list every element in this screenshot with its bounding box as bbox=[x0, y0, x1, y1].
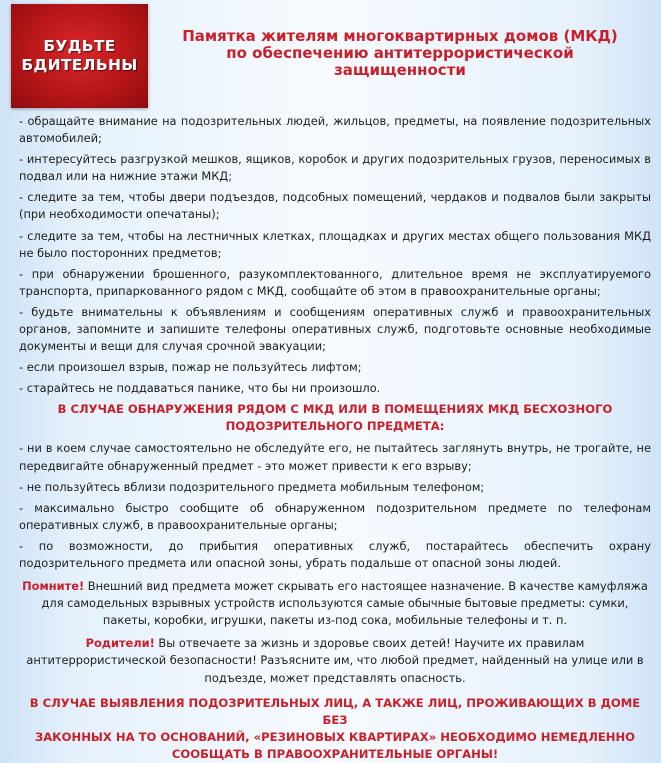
logo-line-2: БДИТЕЛЬНЫ bbox=[21, 56, 138, 74]
section-tip-item: - ни в коем случае самостоятельно не обследуйте его, не пытайтесь заглянуть внутрь, не трогайте, не передвигайте обнаруженный предмет - это может привести к его взрыву; bbox=[19, 441, 651, 473]
tip-item: - будьте внимательны к объявлениям и сообщениям оперативных служб и правоохранительных органов, запомните и запишите телефоны оперативных служб, подготовьте основные необходимые документы и вещи для случая срочной эвакуации; bbox=[19, 304, 651, 354]
tip-item: - интересуйтесь разгрузкой мешков, ящиков, коробок и других подозрительных грузов, переносимых в подвал или на нижние этажи МКД; bbox=[19, 152, 651, 184]
title-line-1: Памятка жителям многоквартирных домов (МКД) bbox=[182, 27, 618, 45]
section-heading-line-1: В СЛУЧАЕ ОБНАРУЖЕНИЯ РЯДОМ С МКД ИЛИ В ПОМЕЩЕНИЯХ МКД БЕСХОЗНОГО bbox=[57, 402, 613, 417]
section-tip-item: - по возможности, до прибытия оперативных служб, постарайтесь обеспечить охрану подозрительного предмета или опасной зоны, убрать подальше от опасной зоны людей. bbox=[19, 538, 651, 570]
tip-item: - старайтесь не поддаваться панике, что бы ни произошло. bbox=[19, 381, 381, 396]
be-vigilant-logo bbox=[11, 4, 148, 108]
title-line-3: защищенности bbox=[334, 61, 466, 79]
remember-note bbox=[19, 578, 651, 629]
tip-item: - следите за тем, чтобы на лестничных клетках, площадках и других местах общего пользования МКД не было посторонних предметов; bbox=[19, 228, 651, 260]
section-tip-item: - не пользуйтесь вблизи подозрительного предмета мобильным телефоном; bbox=[19, 479, 485, 494]
page-title bbox=[150, 28, 650, 79]
final-notice-line-2: ЗАКОННЫХ НА ТО ОСНОВАНИЙ, «РЕЗИНОВЫХ КВАРТИРАХ» НЕОБХОДИМО НЕМЕДЛЕННО bbox=[34, 729, 636, 744]
title-line-2: по обеспечению антитеррористической bbox=[226, 44, 574, 62]
parents-text: Вы отвечаете за жизнь и здоровье своих детей! Научите их правилам антитеррористической безопасности! Разъясните им, что любой предмет, найденный на улице или в подъезде, может представлять опасность. bbox=[26, 636, 644, 685]
parents-note bbox=[19, 635, 651, 686]
final-notice-line-1: В СЛУЧАЕ ВЫЯВЛЕНИЯ ПОДОЗРИТЕЛЬНЫХ ЛИЦ, А ТАКЖЕ ЛИЦ, ПРОЖИВАЮЩИХ В ДОМЕ БЕЗ bbox=[29, 695, 641, 727]
tip-item: - при обнаружении брошенного, разукомплектованного, длительное время не эксплуатируемого транспорта, припаркованного рядом с МКД, сообщайте об этом в правоохранительные органы; bbox=[19, 266, 651, 298]
parents-label: Родители! bbox=[85, 636, 155, 651]
final-notice-line-3: СООБЩАТЬ В ПРАВООХРАНИТЕЛЬНЫЕ ОРГАНЫ! bbox=[171, 746, 499, 761]
remember-label: Помните! bbox=[22, 579, 85, 594]
final-notice bbox=[19, 695, 651, 763]
logo-line-1: БУДЬТЕ bbox=[43, 37, 116, 55]
memo-content bbox=[19, 113, 651, 763]
section-heading-line-2: ПОДОЗРИТЕЛЬНОГО ПРЕДМЕТА: bbox=[225, 419, 445, 434]
tip-item: - следите за тем, чтобы двери подъездов, подсобных помещений, чердаков и подвалов были закрыты (при необходимости опечатаны); bbox=[19, 190, 651, 222]
section-heading bbox=[19, 401, 651, 435]
remember-text: Внешний вид предмета может скрывать его настоящее назначение. В качестве камуфляжа для самодельных взрывных устройств используются самые обычные бытовые предметы: сумки, пакеты, коробки, игрушки, пакеты из-под сока, мобильные телефоны и т. п. bbox=[41, 579, 648, 628]
tip-item: - если произошел взрыв, пожар не пользуйтесь лифтом; bbox=[19, 360, 362, 375]
section-tip-item: - максимально быстро сообщите об обнаруженном подозрительном предмете по телефонам оперативных служб, в правоохранительные органы; bbox=[19, 500, 651, 532]
tip-item: - обращайте внимание на подозрительных людей, жильцов, предметы, на появление подозрительных автомобилей; bbox=[19, 114, 651, 146]
